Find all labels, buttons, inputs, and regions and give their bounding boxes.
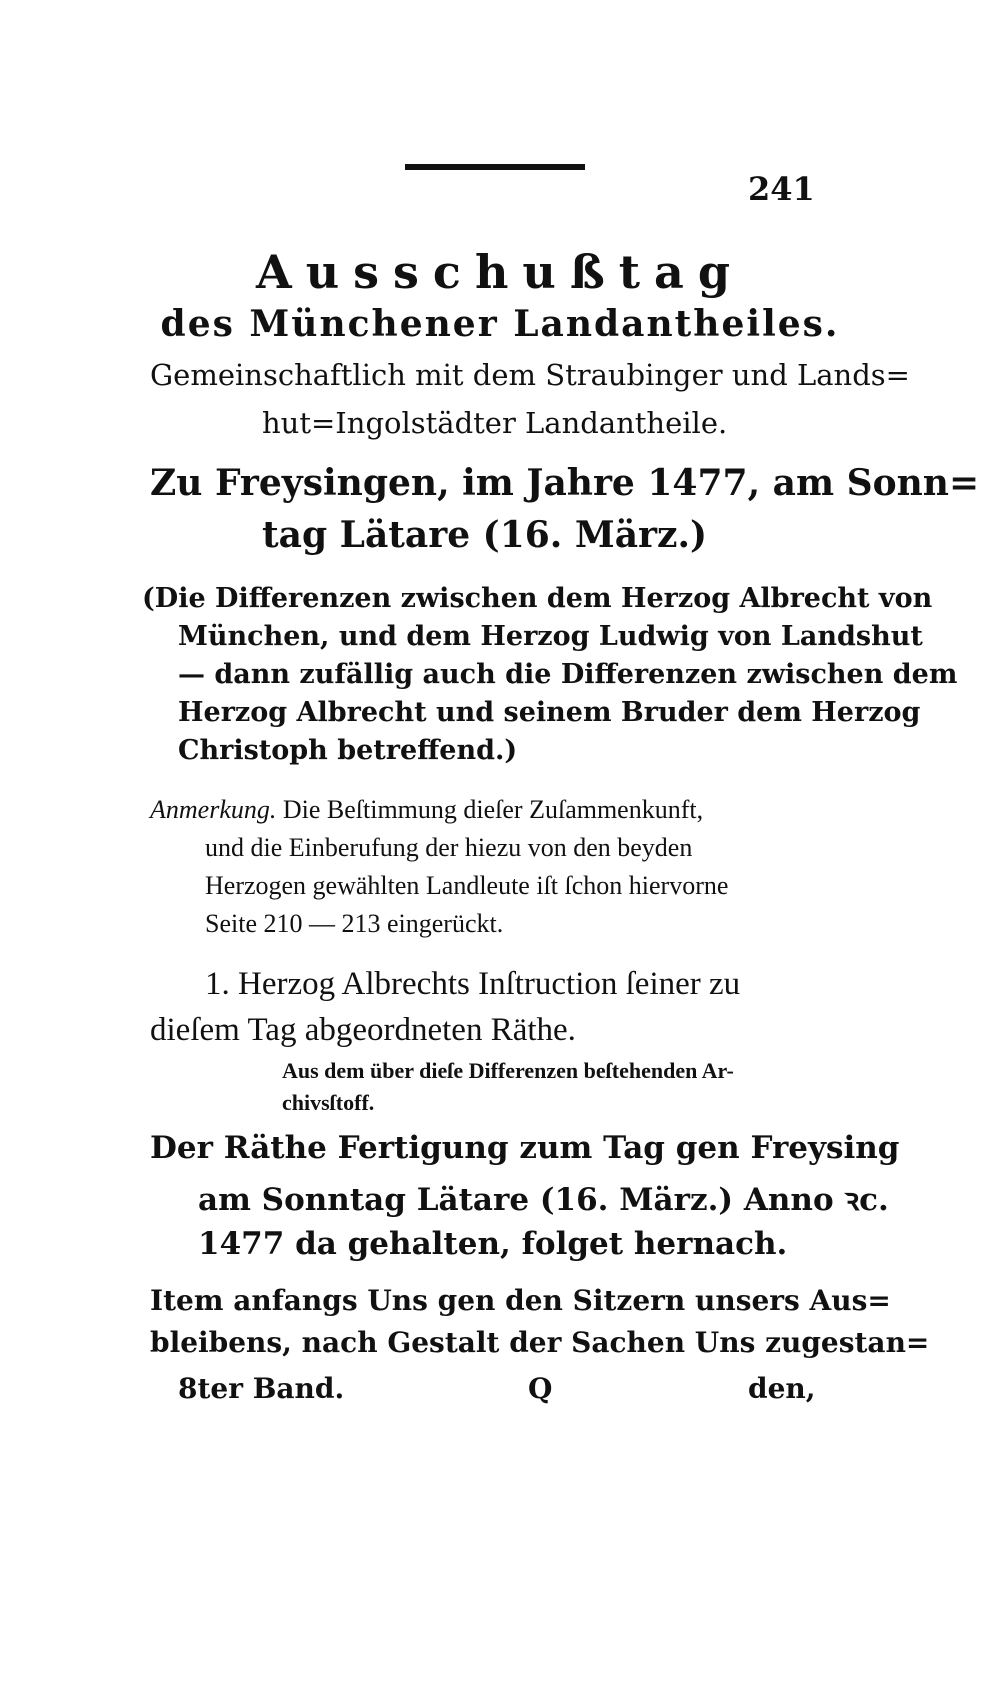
body-line-2: am Sonntag Lätare (16. März.) Anno ꝛc. — [198, 1182, 889, 1218]
page-subtitle: des Münchener Landantheiles. — [160, 303, 840, 345]
source-line-2: chivsſtoff. — [282, 1090, 375, 1115]
note-line-4: Seite 210 — 213 eingerückt. — [205, 909, 504, 938]
note-label: Anmerkung. — [150, 795, 277, 824]
page-title: Ausschußtag — [256, 245, 744, 299]
paren-line-5: Christoph betreffend.) — [178, 735, 518, 766]
paren-line-2: München, und dem Herzog Ludwig von Landshut — [178, 621, 923, 652]
section-heading-2: dieſem Tag abgeordneten Räthe. — [150, 1012, 576, 1048]
section-heading-1: 1. Herzog Albrechts Inſtruction ſeiner zu — [205, 966, 741, 1002]
paren-line-1: (Die Differenzen zwischen dem Herzog Albrecht von — [142, 583, 933, 614]
source-line-1: Aus dem über dieſe Differenzen beſtehenden Ar- — [282, 1058, 734, 1083]
place-line-2: tag Lätare (16. März.) — [262, 514, 708, 556]
text-line-2: bleibens, nach Gestalt der Sachen Uns zugestan= — [150, 1326, 930, 1359]
note-text: Die Beſtimmung dieſer Zuſammenkunft, — [282, 795, 704, 824]
paren-line-3: — dann zufällig auch die Differenzen zwischen dem — [178, 659, 958, 690]
page-number: 241 — [748, 170, 815, 208]
header-rule — [405, 164, 585, 170]
note-line-3: Herzogen gewählten Landleute iſt ſchon hiervorne — [205, 871, 729, 900]
catchword: den, — [748, 1372, 816, 1405]
note-line-1 — [150, 795, 703, 825]
body-line-3: 1477 da gehalten, folget hernach. — [198, 1226, 788, 1262]
common-line-2: hut=Ingolstädter Landantheile. — [262, 406, 728, 440]
body-line-1: Der Räthe Fertigung zum Tag gen Freysing — [150, 1130, 900, 1166]
common-line-1: Gemeinschaftlich mit dem Straubinger und Lands= — [150, 358, 910, 392]
text-line-1: Item anfangs Uns gen den Sitzern unsers Aus= — [150, 1284, 891, 1317]
place-line-1: Zu Freysingen, im Jahre 1477, am Sonn= — [150, 462, 980, 504]
signature-mark: 8ter Band. — [178, 1372, 345, 1405]
note-line-2: und die Einberufung der hiezu von den beyden — [205, 833, 693, 862]
paren-line-4: Herzog Albrecht und seinem Bruder dem Herzog — [178, 697, 921, 728]
sheet-mark: Q — [528, 1372, 553, 1405]
